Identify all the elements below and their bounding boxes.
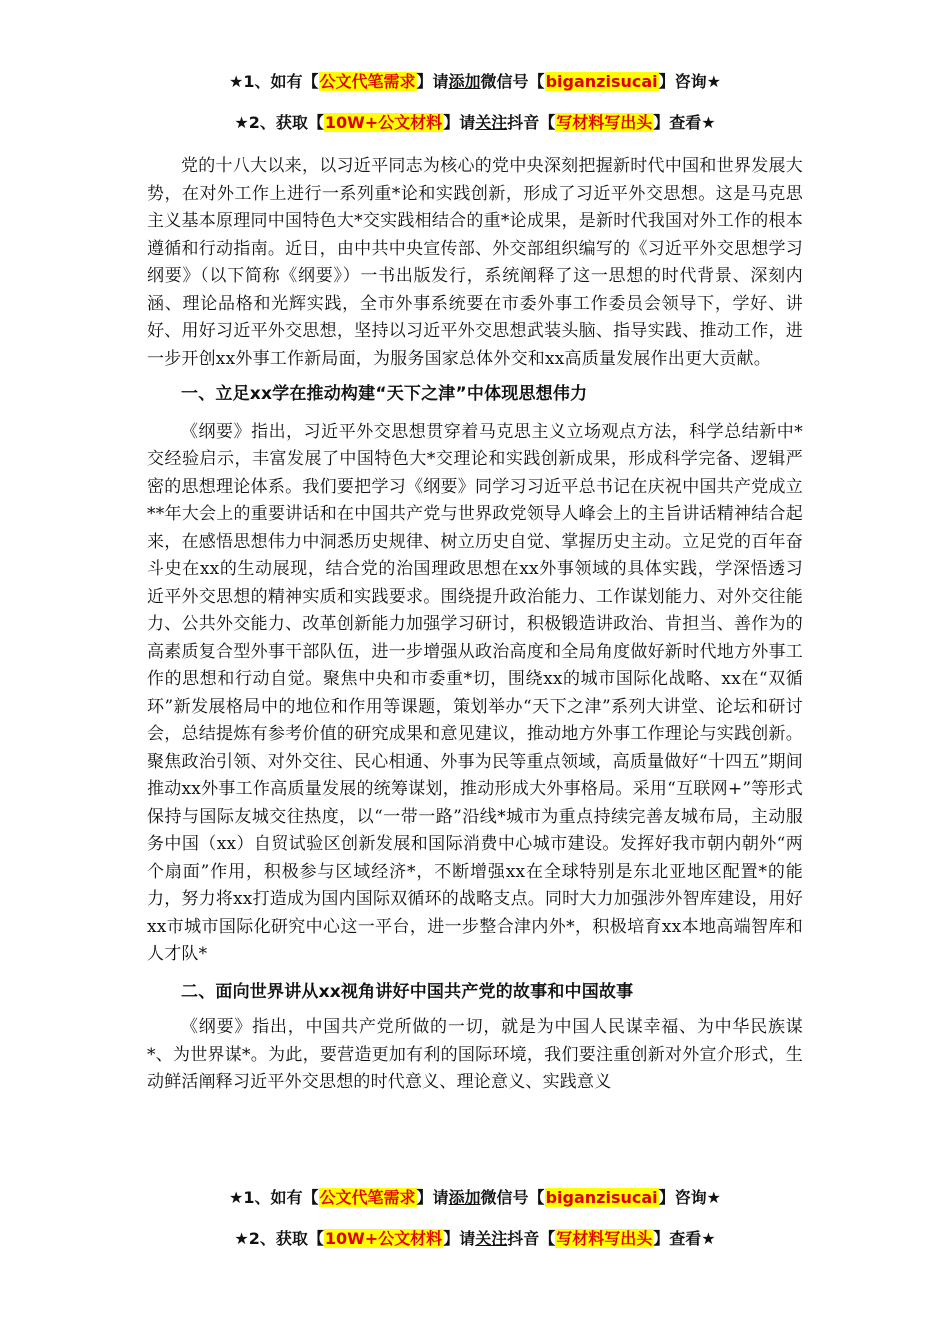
- section-1-paragraph: 《纲要》指出，习近平外交思想贯穿着马克思主义立场观点方法，科学总结新中*交经验启示，丰富发展了中国特色大*交理论和实践创新成果，形成科学完备、逻辑严密的思想理论体系。我们要把学习《纲要》同学习习近平总书记在庆祝中国共产党成立**年大会上的重要讲话和在中国共产党与世界政党领导人峰会上的主旨讲话精神结合起来，在感悟思想伟力中洞悉历史规律、树立历史自觉、掌握历史主动。立足党的百年奋斗史在xx的生动展现，结合党的治国理政思想在xx外事领域的具体实践，学深悟透习近平外交思想的精神实质和实践要求。围绕提升政治能力、工作谋划能力、对外交往能力、公共外交能力、改革创新能力加强学习研讨，积极锻造讲政治、肯担当、善作为的高素质复合型外事干部队伍，进一步增强从政治高度和全局角度做好新时代地方外事工作的思想和行动自觉。聚焦中央和市委重*切，围绕xx的城市国际化战略、xx在“双循环”新发展格局中的地位和作用等课题，策划举办“天下之津”系列大讲堂、论坛和研讨会，总结提炼有参考价值的研究成果和意见建议，推动地方外事工作理论与实践创新。聚焦政治引领、对外交往、民心相通、外事为民等重点领域，高质量做好“十四五”期间推动xx外事工作高质量发展的统筹谋划，推动形成大外事格局。采用“互联网+”等形式保持与国际友城交往热度，以“一带一路”沿线*城市为重点持续完善友城布局，主动服务中国（xx）自贸试验区创新发展和国际消费中心城市建设。发挥好我市朝内朝外“两个扇面”作用，积极参与区域经济*，不断增强xx在全球特别是东北亚地区配置*的能力，努力将xx打造成为国内国际双循环的战略支点。同时大力加强涉外智库建设，用好xx市城市国际化研究中心这一平台，进一步整合津内外*，积极培育xx本地高端智库和人才队*: [147, 421, 803, 964]
- banner-text: 】查看★: [653, 113, 716, 132]
- underlined-word: 关注: [475, 113, 508, 132]
- top-ad-banner-line-2: [0, 111, 950, 135]
- banner-text: 】请: [443, 1229, 476, 1248]
- banner-text: ★1、如有【: [229, 1188, 319, 1207]
- banner-text: 】查看★: [653, 1229, 716, 1248]
- banner-text: 抖音【: [507, 113, 556, 132]
- banner-text: 抖音【: [507, 1229, 556, 1248]
- section-2-heading: 二、面向世界讲从xx视角讲好中国共产党的故事和中国故事: [181, 981, 634, 1002]
- bottom-ad-banner-line-1: [0, 1186, 950, 1210]
- intro-paragraph: 党的十八大以来，以习近平同志为核心的党中央深刻把握新时代中国和世界发展大势，在对外工作上进行一系列重*论和实践创新，形成了习近平外交思想。这是马克思主义基本原理同中国特色大*交实践相结合的重*论成果，是新时代我国对外工作的根本遵循和行动指南。近日，由中共中央宣传部、外交部组织编写的《习近平外交思想学习纲要》（以下简称《纲要》）一书出版发行，系统阐释了这一思想的时代背景、深刻内涵、理论品格和光辉实践，全市外事系统要在市委外事工作委员会领导下，学好、讲好、用好习近平外交思想，坚持以习近平外交思想武装头脑、指导实践、推动工作，进一步开创xx外事工作新局面，为服务国家总体外交和xx高质量发展作出更大贡献。: [147, 156, 803, 369]
- banner-text: ★2、获取【: [234, 1229, 324, 1248]
- highlight-service: 公文代笔需求: [319, 1188, 416, 1207]
- highlight-materials: 10W+公文材料: [324, 113, 443, 132]
- highlight-douyin-id: 写材料写出头: [556, 113, 653, 132]
- highlight-wechat-id: biganzisucai: [545, 1188, 658, 1207]
- section-1-heading: 一、立足xx学在推动构建“天下之津”中体现思想伟力: [181, 384, 588, 404]
- banner-text: ★2、获取【: [234, 113, 324, 132]
- underlined-word: 关注: [475, 1229, 508, 1248]
- banner-text: 】请: [416, 1188, 449, 1207]
- banner-text: 】请: [443, 113, 476, 132]
- banner-text: 微信号【: [480, 72, 545, 91]
- underlined-word: 添加: [448, 1188, 481, 1207]
- highlight-materials: 10W+公文材料: [324, 1229, 443, 1248]
- section-2-paragraph: 《纲要》指出，中国共产党所做的一切，就是为中国人民谋幸福、为中华民族谋*、为世界谋*。为此，要营造更加有利的国际环境，我们要注重创新对外宣介形式，生动鲜活阐释习近平外交思想的时代意义、理论意义、实践意义: [147, 1017, 803, 1092]
- highlight-wechat-id: biganzisucai: [545, 72, 658, 91]
- banner-text: 】咨询★: [658, 72, 721, 91]
- banner-text: 】咨询★: [658, 1188, 721, 1207]
- highlight-service: 公文代笔需求: [319, 72, 416, 91]
- bottom-ad-banner-line-2: [0, 1227, 950, 1251]
- article-body: [147, 153, 803, 1097]
- banner-text: 微信号【: [480, 1188, 545, 1207]
- top-ad-banner-line-1: [0, 70, 950, 94]
- banner-text: 】请: [416, 72, 449, 91]
- banner-text: ★1、如有【: [229, 72, 319, 91]
- underlined-word: 添加: [448, 72, 481, 91]
- highlight-douyin-id: 写材料写出头: [556, 1229, 653, 1248]
